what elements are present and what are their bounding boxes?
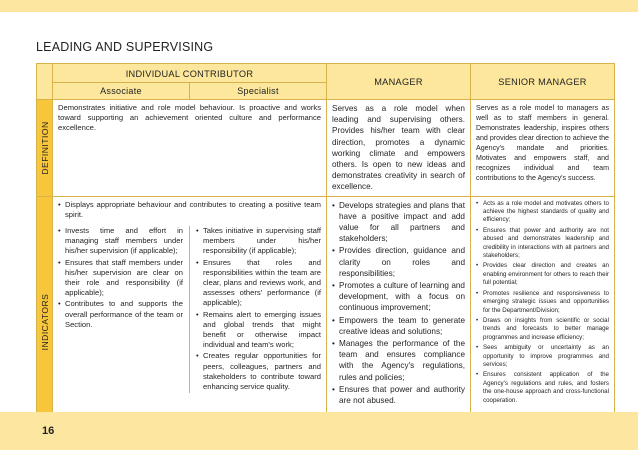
definition-row: [37, 100, 615, 197]
definition-manager: Serves as a role model when leading and supervising others. Provides his/her team with clear direction, promotes a dynamic working climate and empowers others. Is open to new ideas and demonstrates creativity in search of excellence.: [327, 100, 471, 197]
list-item: • Promotes resilience and responsiveness to emerging strategic issues and opportunities for the Department/Division;: [476, 290, 609, 315]
indicators-split: [58, 226, 321, 393]
list-item: • Empowers the team to generate creative ideas and solutions;: [332, 315, 465, 337]
indicators-specialist: [196, 226, 321, 393]
indicators-associate: [58, 226, 183, 393]
header-individual-contributor: INDIVIDUAL CONTRIBUTOR: [53, 64, 327, 83]
definition-label: DEFINITION: [39, 121, 50, 175]
header-row-top: [37, 64, 615, 83]
list-item: • Takes initiative in supervising staff members under his/her responsibility (if applicable);: [196, 226, 321, 257]
manager-list: [332, 200, 465, 407]
list-item: • Displays appropriate behaviour and contributes to creating a positive team spirit.: [58, 200, 321, 220]
list-item: • Invests time and effort in managing staff members under his/her supervision (if applicable);: [58, 226, 183, 257]
list-item: • Provides direction, guidance and clarity on roles and responsibilities;: [332, 245, 465, 279]
indicators-side-label: [37, 196, 53, 448]
header-manager: MANAGER: [327, 64, 471, 100]
list-item: • Ensures that staff members under his/her supervision are clear on their role and responsibility (if applicable);: [58, 258, 183, 299]
associate-list: [58, 226, 183, 330]
list-item: • Promotes a culture of learning and development, with a focus on continuous improvement;: [332, 280, 465, 314]
header-specialist: Specialist: [190, 83, 327, 100]
specialist-list: [196, 226, 321, 392]
footer-color-band: [0, 412, 638, 450]
page-number: 16: [42, 425, 55, 437]
page-title: LEADING AND SUPERVISING: [36, 40, 214, 54]
list-item: • Ensures that roles and responsibilities within the team are clear, plans and reviews work, and assesses others' performance (if applicable);: [196, 258, 321, 309]
senior-manager-list: [476, 200, 609, 405]
column-divider: [189, 226, 190, 393]
definition-side-label: [37, 100, 53, 197]
definition-individual: Demonstrates initiative and role model behaviour. Is proactive and works toward supporting an achievement oriented culture and performance excellence.: [53, 100, 327, 197]
top-color-band: [0, 0, 638, 12]
list-item: • Provides clear direction and creates an enabling environment for others to reach their full potential;: [476, 262, 609, 287]
list-item: • Contributes to and supports the overall performance of the team or Section.: [58, 299, 183, 330]
header-associate: Associate: [53, 83, 190, 100]
list-item: • Develops strategies and plans that have a positive impact and add value for all partners and stakeholders;: [332, 200, 465, 245]
list-item: • Ensures that power and authority are not abused and demonstrates leadership and credibility in interactions with all partners and stakeholders;: [476, 227, 609, 261]
corner-cell: [37, 64, 53, 100]
list-item: • Sees ambiguity or uncertainty as an opportunity to improve programmes and services;: [476, 344, 609, 369]
list-item: • Manages the performance of the team and ensures compliance with the Agency's regulations, rules and policies;: [332, 338, 465, 383]
list-item: • Acts as a role model and motivates others to achieve the highest standards of quality and efficiency;: [476, 200, 609, 225]
indicators-row: [37, 196, 615, 448]
list-item: • Ensures that power and authority are not abused.: [332, 384, 465, 406]
header-senior-manager: SENIOR MANAGER: [471, 64, 615, 100]
definition-senior-manager: Serves as a role model to managers as well as to staff members in general. Demonstrates leadership, inspires others and provides clear direction to achieve the Agency's mandate and priorities. Motivates and empowers staff, and recognizes individual and team contributions to the Agency's success.: [471, 100, 615, 197]
indicators-manager: [327, 196, 471, 448]
list-item: • Ensures consistent application of the Agency's regulations and rules, and fosters the one-house approach and cross-functional cooperation.: [476, 371, 609, 405]
list-item: • Remains alert to emerging issues and global trends that might benefit or otherwise impact individual and team's work;: [196, 310, 321, 351]
competency-table: [36, 63, 615, 449]
indicators-shared-list: [58, 200, 321, 220]
indicators-label: INDICATORS: [39, 293, 50, 351]
list-item: • Creates regular opportunities for peers, colleagues, partners and stakeholders to contribute toward enhancing service quality.: [196, 351, 321, 392]
indicators-senior-manager: [471, 196, 615, 448]
indicators-individual: [53, 196, 327, 448]
list-item: • Draws on insights from scientific or social trends and forecasts to better manage programmes and increase efficiency;: [476, 317, 609, 342]
